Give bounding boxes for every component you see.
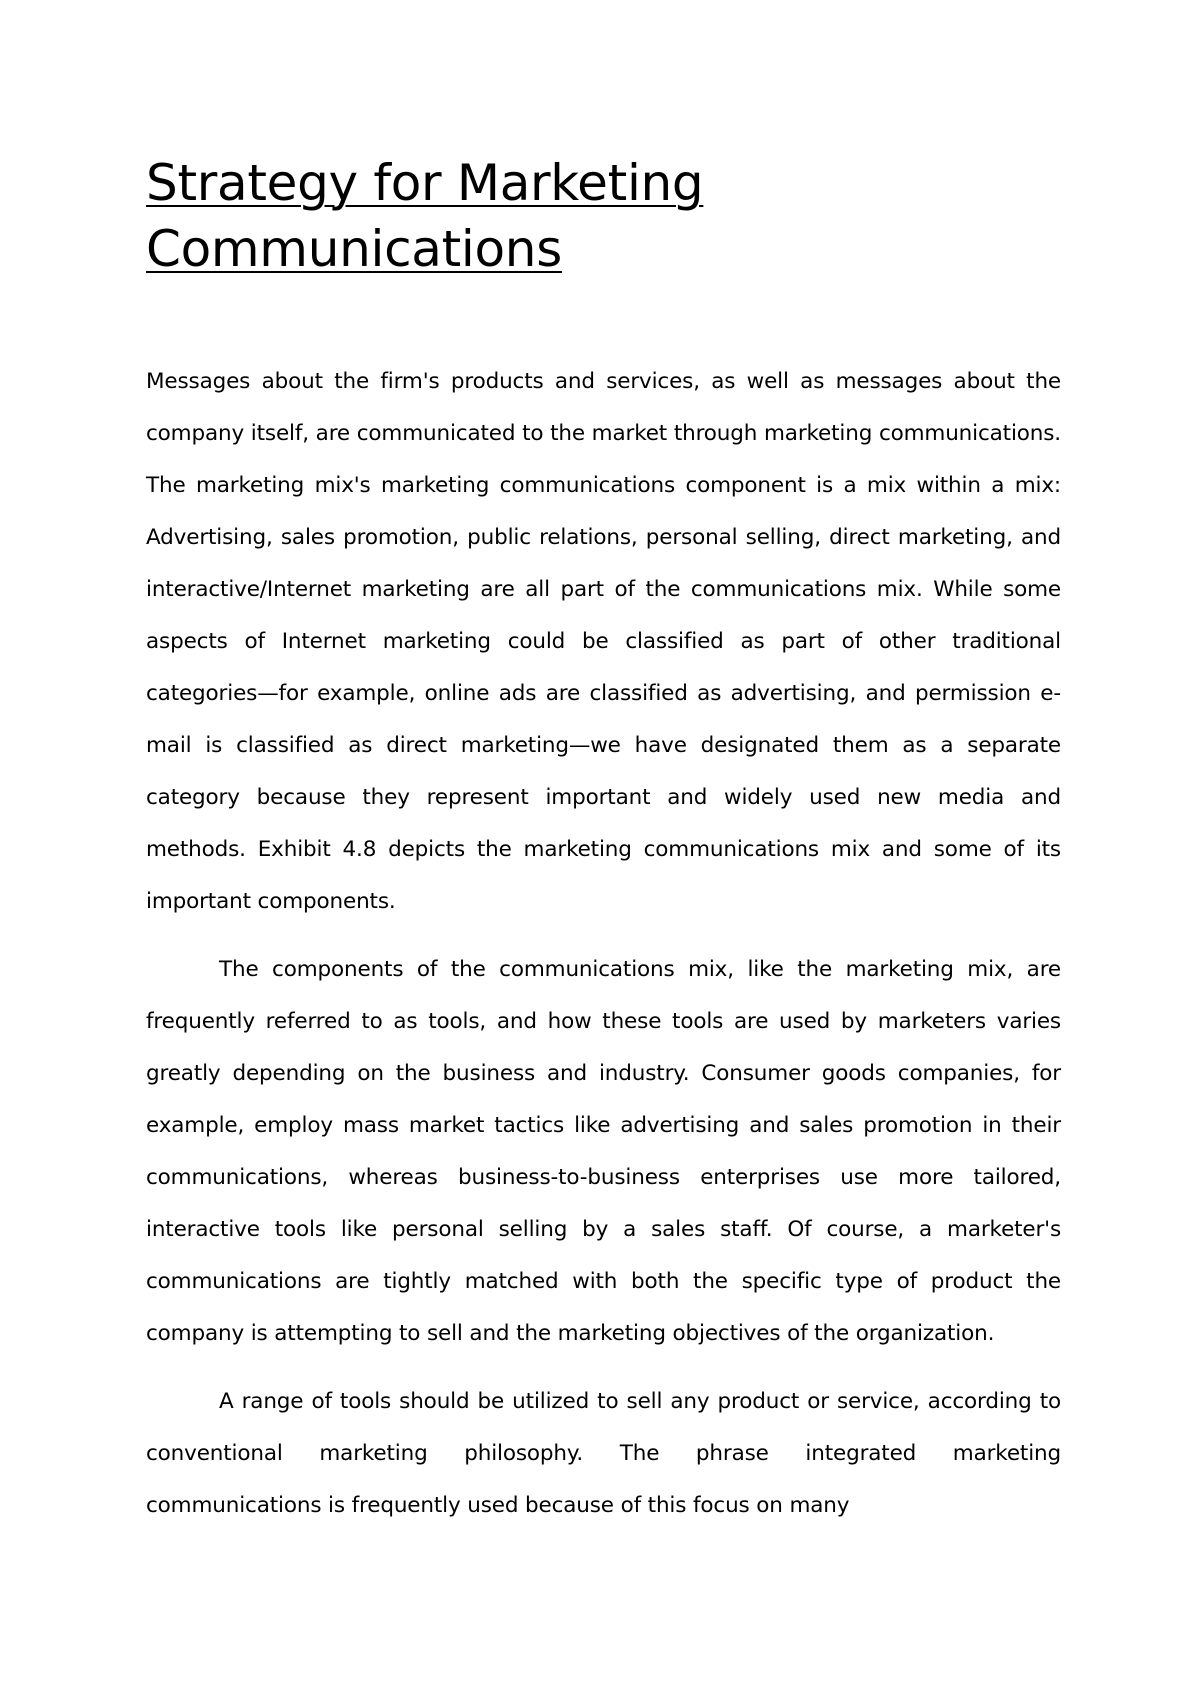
- paragraph-1: Messages about the firm's products and services, as well as messages about the company itself, are communicated to the market through marketing communications. The marketing mix's marketing communications component is a mix within a mix: Advertising, sales promotion, public relations, personal selling, direct marketing, and interactive/Internet marketing are all part of the communications mix. While some aspects of Internet marketing could be classified as part of other traditional categories—for example, online ads are classified as advertising, and permission e-mail is classified as direct marketing—we have designated them as a separate category because they represent important and widely used new media and methods. Exhibit 4.8 depicts the marketing communications mix and some of its important components.: [146, 369, 1061, 914]
- paragraph-3: A range of tools should be utilized to sell any product or service, according to conventional marketing philosophy. The phrase integrated marketing communications is frequently used because of this focus on many: [146, 1389, 1061, 1518]
- document-title: Strategy for Marketing Communications: [146, 154, 704, 278]
- paragraph-2: The components of the communications mix, like the marketing mix, are frequently referred to as tools, and how these tools are used by marketers varies greatly depending on the business and industry. Consumer goods companies, for example, employ mass market tactics like advertising and sales promotion in their communications, whereas business-to-business enterprises use more tailored, interactive tools like personal selling by a sales staff. Of course, a marketer's communications are tightly matched with both the specific type of product the company is attempting to sell and the marketing objectives of the organization.: [146, 957, 1061, 1346]
- document-body: [146, 150, 1061, 1532]
